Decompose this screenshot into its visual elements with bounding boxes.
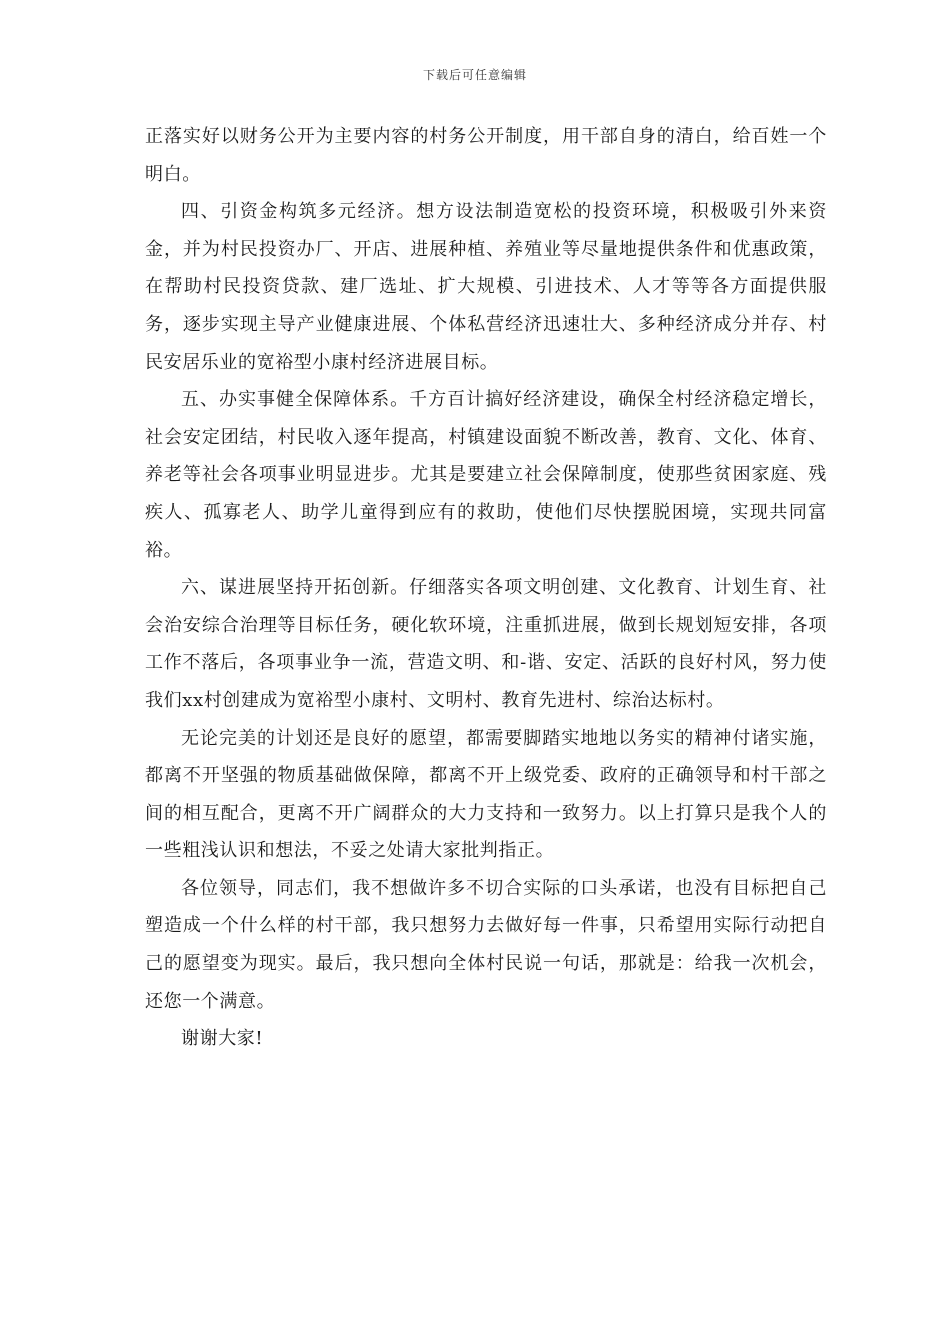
paragraph-5: 无论完美的计划还是良好的愿望，都需要脚踏实地地以务实的精神付诸实施，都离不开坚强的物质基础做保障，都离不开上级党委、政府的正确领导和村干部之间的相互配合，更离不开广阔群众的大力支持和一致努力。以上打算只是我个人的一些粗浅认识和想法，不妥之处请大家批判指正。 [145, 727, 827, 862]
document-body [145, 118, 827, 1058]
paragraph-closing: 谢谢大家! [181, 1028, 264, 1050]
paragraph-3: 五、办实事健全保障体系。千方百计搞好经济建设，确保全村经济稳定增长，社会安定团结，村民收入逐年提高，村镇建设面貌不断改善，教育、文化、体育、养老等社会各项事业明显进步。尤其是要建立社会保障制度，使那些贫困家庭、残疾人、孤寡老人、助学儿童得到应有的救助，使他们尽快摆脱困境，实现共同富裕。 [145, 389, 827, 561]
paragraph-6: 各位领导，同志们，我不想做许多不切合实际的口头承诺，也没有目标把自己塑造成一个什么样的村干部，我只想努力去做好每一件事，只希望用实际行动把自己的愿望变为现实。最后，我只想向全体村民说一句话，那就是：给我一次机会，还您一个满意。 [145, 877, 827, 1012]
page-header: 下载后可任意编辑 [422, 68, 527, 82]
paragraph-1: 正落实好以财务公开为主要内容的村务公开制度，用干部自身的清白，给百姓一个明白。 [145, 126, 827, 185]
paragraph-4: 六、谋进展坚持开拓创新。仔细落实各项文明创建、文化教育、计划生育、社会治安综合治理等目标任务，硬化软环境，注重抓进展，做到长规划短安排，各项工作不落后，各项事业争一流，营造文明、和-谐、安定、活跃的良好村风，努力使我们xx村创建成为宽裕型小康村、文明村、教育先进村、综治达标村。 [145, 577, 827, 711]
paragraph-2: 四、引资金构筑多元经济。想方设法制造宽松的投资环境，积极吸引外来资金，并为村民投资办厂、开店、进展种植、养殖业等尽量地提供条件和优惠政策，在帮助村民投资贷款、建厂选址、扩大规模、引进技术、人才等等各方面提供服务，逐步实现主导产业健康进展、个体私营经济迅速壮大、多种经济成分并存、村民安居乐业的宽裕型小康村经济进展目标。 [145, 201, 827, 373]
